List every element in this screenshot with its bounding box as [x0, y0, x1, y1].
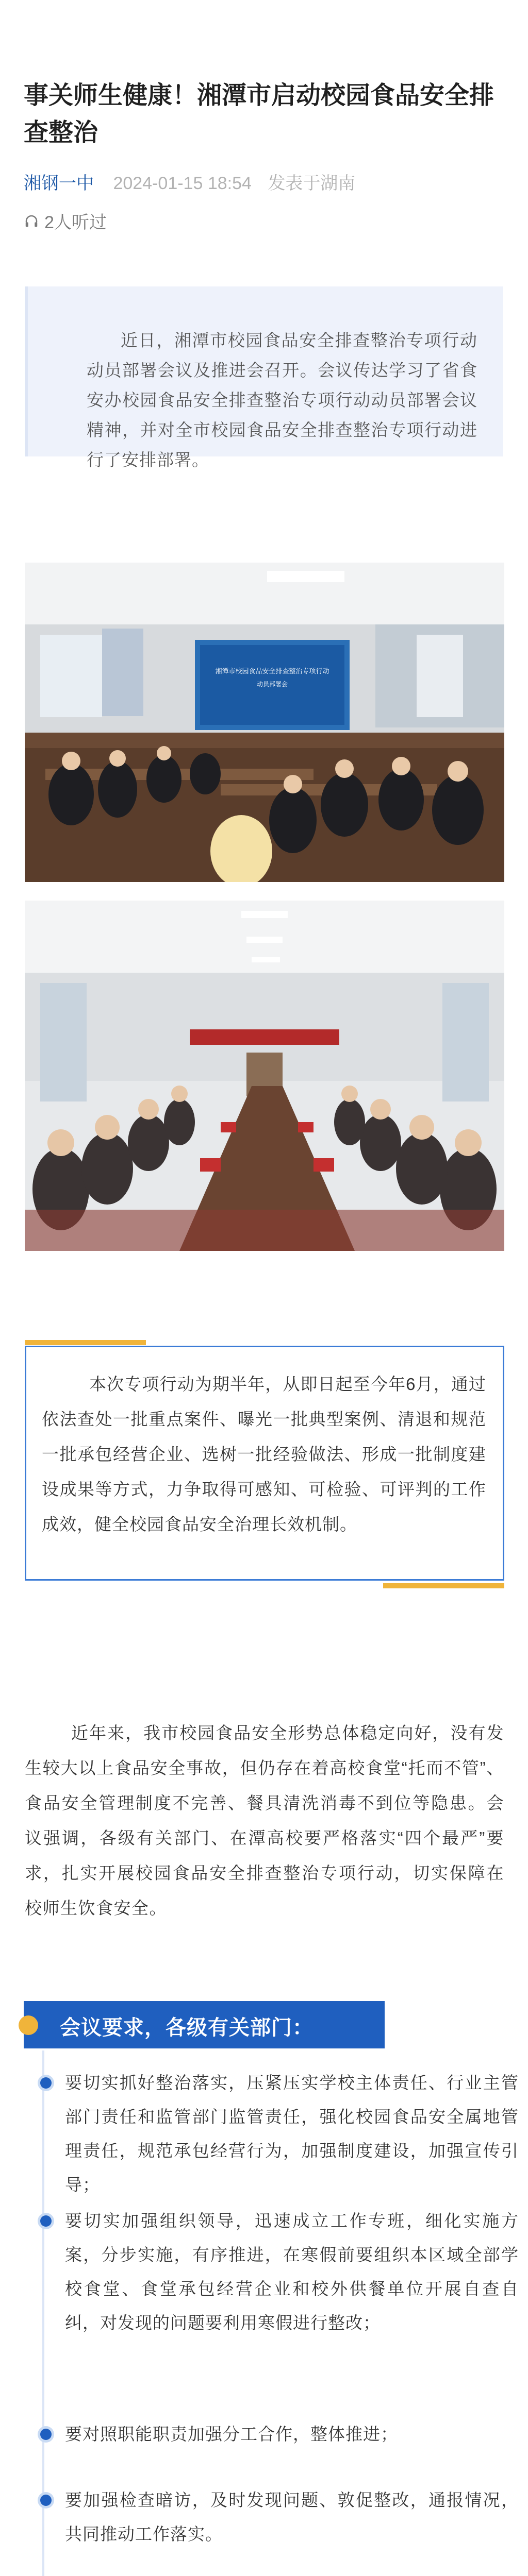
accent-bar-top	[25, 1340, 146, 1345]
screen-text-2: 动员部署会	[256, 681, 288, 688]
meeting-photo-2	[25, 901, 504, 1251]
section-dot	[19, 2015, 38, 2035]
intro-text: 近日，湘潭市校园食品安全排查整治专项行动动员部署会议及推进会召开。会议传达学习了省食安办校园食品安全排查整治专项行动动员部署会议精神，并对全市校园食品安全排查整治专项行动进行了安排部署。	[87, 331, 477, 469]
publish-location: 发表于湖南	[268, 174, 356, 193]
headphones-icon	[24, 213, 39, 229]
bullet-dot	[40, 2495, 52, 2506]
requirement-text: 要加强检查暗访，及时发现问题、敦促整改，通报情况，共同推动工作落实。	[65, 2490, 519, 2544]
publish-datetime: 2024-01-15 18:54	[113, 174, 252, 193]
section-header	[24, 2001, 385, 2048]
goal-text: 本次专项行动为期半年，从即日起至今年6月，通过依法查处一批重点案件、曝光一批典型案例、清退和规范一批承包经营企业、选树一批经验做法、形成一批制度建设成果等方式，力争取得可感知、可检验、可评判的工作成效，健全校园食品安全治理长效机制。	[42, 1375, 486, 1534]
section-title: 会议要求，各级有关部门：	[60, 2016, 314, 2039]
intro-box	[25, 286, 503, 469]
bullet-dot	[40, 2077, 52, 2089]
meeting-photo-1	[25, 563, 504, 882]
screen-text-1: 湘潭市校园食品安全排查整治专项行动	[215, 668, 329, 675]
article-title: 事关师生健康！湘潭市启动校园食品安全排查整治	[24, 82, 494, 146]
requirement-text: 要切实抓好整治落实，压紧压实学校主体责任、行业主管部门责任和监管部门监管责任，强化校园食品安全属地管理责任，规范承包经营行为，加强制度建设，加强宣传引导；	[65, 2073, 519, 2194]
article-meta	[24, 173, 367, 194]
bullet-dot	[40, 2215, 52, 2227]
goal-box	[25, 1346, 504, 1581]
body-paragraph-1: 近年来，我市校园食品安全形势总体稳定向好，没有发生较大以上食品安全事故，但仍存在着高校食堂“托而不管”、食品安全管理制度不完善、餐具清洗消毒不到位等隐患。会议强调，各级有关部门、在潭高校要严格落实“四个最严”要求，扎实开展校园食品安全排查整治专项行动，切实保障在校师生饮食安全。	[25, 1723, 504, 1918]
accent-bar-bottom	[383, 1583, 504, 1588]
account-link[interactable]: 湘钢一中	[24, 174, 94, 193]
requirement-text: 要对照职能职责加强分工合作，整体推进；	[65, 2425, 398, 2444]
listeners-count: 2人听过	[44, 213, 107, 232]
bullet-dot	[40, 2429, 52, 2440]
requirement-text: 要切实加强组织领导，迅速成立工作专班，细化实施方案，分步实施，有序推进，在寒假前要组织本区域全部学校食堂、食堂承包经营企业和校外供餐单位开展自查自纠，对发现的问题要利用寒假进行整改；	[65, 2211, 519, 2332]
listen-button[interactable]	[24, 208, 107, 233]
